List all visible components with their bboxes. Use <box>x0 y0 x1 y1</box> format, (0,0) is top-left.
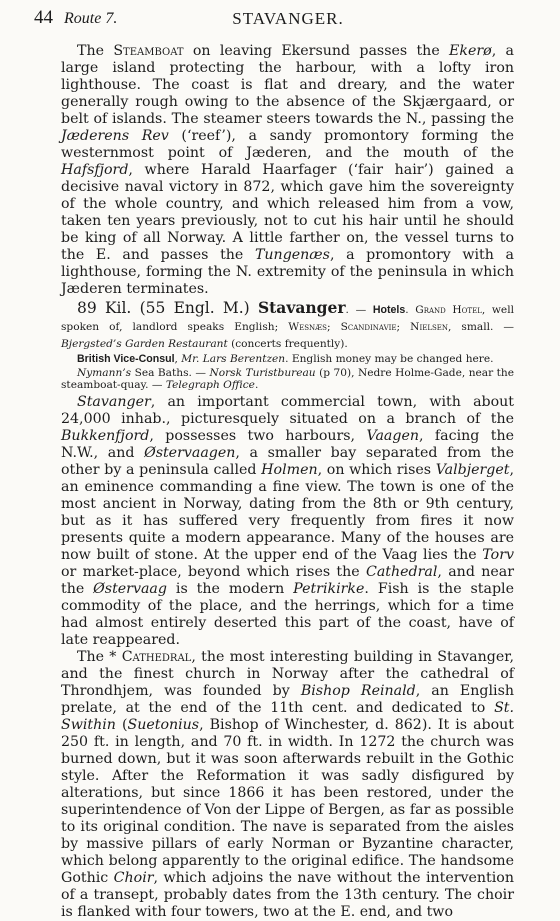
paragraph-cathedral <box>61 649 514 921</box>
tourist-bureau: Norsk Turistbureau <box>209 366 316 379</box>
town-heading: Stavanger <box>257 298 346 317</box>
text-run: . English money may be changed here. <box>285 353 494 365</box>
restaurant-name: Bjergsted’s Garden Restaurant <box>61 338 228 350</box>
place-name: Østervaag <box>93 580 167 597</box>
distance-text: 89 Kil. (55 Engl. M.) <box>77 299 258 317</box>
place-name: Tungenæs <box>254 247 330 263</box>
person-name: Bishop Reinald <box>300 682 416 699</box>
place-name: Holmen <box>261 461 318 478</box>
text-run: The <box>77 43 114 59</box>
place-name: Valbjerget <box>435 461 510 478</box>
text-run: . — <box>345 304 373 316</box>
hotel-name: Grand Hotel <box>415 304 482 316</box>
text-run: , <box>174 353 182 365</box>
place-name: Jæderens Rev <box>61 128 169 144</box>
page-body <box>61 43 514 921</box>
place-name: Hafsfjord <box>61 162 129 178</box>
text-run: The * <box>77 648 122 665</box>
paragraph-steamboat <box>61 43 514 298</box>
consul-name: Mr. Lars Berentzen <box>181 353 286 365</box>
text-run: ; <box>326 321 341 333</box>
text-run: , small. — <box>448 321 515 333</box>
text-run: ( <box>115 716 128 733</box>
text-run: , which adjoins the nave without the intervention of a transept, probably dates from the 13th century. The choir is flanked with four towers, two at the E. end, and two <box>61 869 514 920</box>
baths-name: Nymann’s <box>77 366 132 379</box>
paragraph-stavanger-arrival <box>61 299 514 352</box>
place-name: Torv <box>482 546 514 563</box>
page-number: 44 <box>34 7 53 28</box>
place-name: Stavanger <box>77 393 151 410</box>
text-run: Sea Baths. — <box>131 366 210 379</box>
text-run: . <box>254 379 259 391</box>
text-run: . <box>405 304 416 316</box>
text-run: , where Harald Haarfager (‘fair hair’) gained a decisive naval victory in 872, which gave him the sovereignty of the whole country, and which released him from a vow, taken ten years previously, not to cut his hair until he should be king of all Norway. A little farther on, the vessel turns to the E. and passes the <box>61 162 514 263</box>
text-run: or market-place, beyond which rises the <box>61 563 366 580</box>
paragraph-baths <box>61 367 514 392</box>
text-run: (‘reef’), a sandy promontory forming the westernmost point of Jæderen, and the mouth of the <box>61 128 515 161</box>
text-run: , facing the N.W., and <box>61 427 514 461</box>
hotel-name: Wesnæs <box>288 321 327 333</box>
text-run: Steamboat <box>113 43 184 59</box>
text-run: , and near the <box>61 563 514 597</box>
text-run: , an English prelate, at the end of the 11th cent. and dedicated to <box>61 682 515 716</box>
text-run: , a large island protecting the harbour, with a lofty iron lighthouse. The coast is flat and dreary, and the water generally rough owing to the absence of the Skjærgaard, or belt of islands. The steamer steers towards the N., passing the <box>61 43 514 127</box>
place-name: Vaagen <box>366 427 419 444</box>
place-name: Choir <box>113 869 154 886</box>
text-run: , a promontory with a lighthouse, forming the N. extremity of the peninsula in which Jæderen terminates. <box>61 247 514 297</box>
route-label: Route 7. <box>64 10 118 27</box>
running-header <box>34 7 522 31</box>
person-name: Suetonius <box>127 716 200 733</box>
text-run: (concerts frequently). <box>227 338 348 350</box>
place-name: Ekerø <box>449 43 492 59</box>
text-run: is the modern <box>166 580 294 597</box>
hotels-label: Hotels <box>372 304 406 316</box>
hotel-name: Nielsen <box>410 321 448 333</box>
place-name: Østervaagen <box>144 444 236 461</box>
text-run: , an eminence commanding a fine view. The town is one of the most ancient in Norway, dating from the 8th or 9th century, but as it has suffered very frequently from fires it now presents quite a modern appearance. Many of the houses are now built of stone. At the upper end of the Vaag lies the <box>61 461 514 563</box>
paragraph-town-description <box>61 394 514 649</box>
person-name: St. Swithin <box>61 699 514 733</box>
cathedral-heading: Cathedral <box>121 648 192 665</box>
text-run: , the most interesting building in Stavanger, and the finest church in Norway after the cathedral of Throndhjem, was founded by <box>61 648 514 699</box>
text-run: (p 70), Nedre Holme-Gade, near the steamboat-quay. — <box>61 366 515 391</box>
text-run: ; <box>396 321 411 333</box>
text-run: on leaving Ekersund passes the <box>183 43 450 59</box>
page-title: STAVANGER. <box>232 9 344 28</box>
paragraph-consul <box>61 353 514 366</box>
text-run: , well spoken of, landlord speaks English; <box>61 304 514 333</box>
telegraph-office: Telegraph Office <box>165 379 255 391</box>
text-run: , Bishop of Winchester, d. 862). It is about 250 ft. in length, and 70 ft. in width. In 1272 the church was burned down, but it was soon afterwards rebuilt in the Gothic style. After the Reformation it was sadly disfigured by alterations, but since 1866 it has been restored, under the superintendence of Von der Lippe of Bergen, as far as possible to its original condition. The nave is separated from the aisles by massive pillars of early Norman or Byzantine character, which belong apparently to the original edifice. The handsome Gothic <box>61 716 515 886</box>
place-name: Petrikirke <box>293 580 365 597</box>
hotel-name: Scandinavie <box>340 321 397 333</box>
place-name: Cathedral <box>365 563 438 580</box>
consul-label: British Vice-Consul <box>77 353 175 365</box>
text-run: , an important commercial town, with about 24,000 inhab., picturesquely situated on a branch of the <box>61 393 514 427</box>
place-name: Bukkenfjord <box>61 427 150 444</box>
text-run: , possesses two harbours, <box>149 427 367 444</box>
text-run: , a smaller bay separated from the other by a peninsula called <box>61 444 514 478</box>
text-run: , on which rises <box>317 461 436 478</box>
text-run: . Fish is the staple commodity of the place, and the herrings, which for a time had almost entirely deserted this part of the coast, have of late reappeared. <box>61 580 514 648</box>
